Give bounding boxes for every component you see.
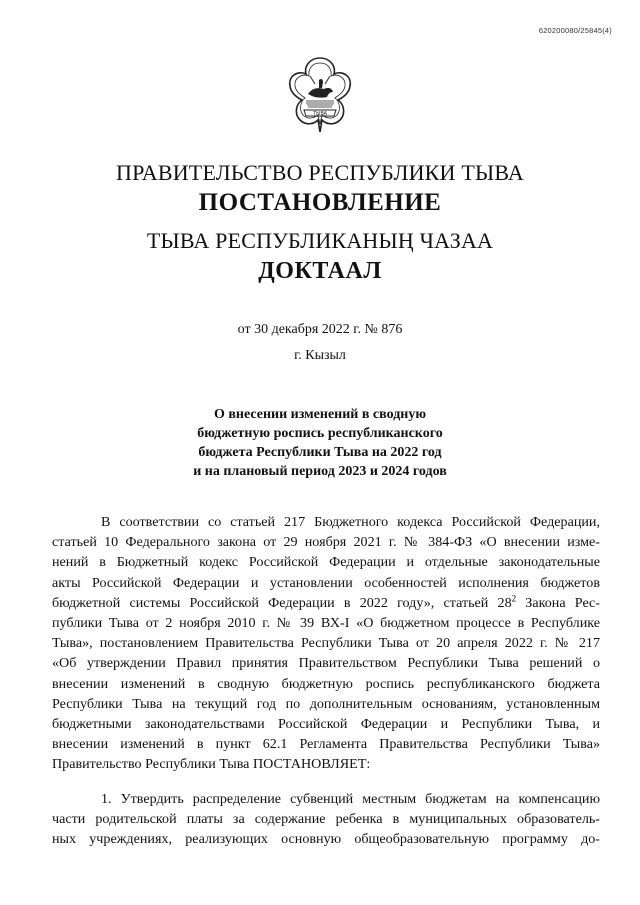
subject-line: бюджетную роспись республиканского	[197, 426, 443, 441]
paragraph-line: Правительство Республики Тыва ПОСТАНОВЛЯЕТ:	[52, 756, 371, 773]
document-code: 620200080/25845(4)	[538, 26, 612, 35]
date-line: от 30 декабря 2022 г. № 876	[237, 322, 403, 337]
paragraph-line: 1. Утвердить распределение субвенций местным бюджетам на компенсацию	[101, 791, 600, 807]
paragraph-line: «Об утверждении Правил принятия Правительством Республики Тыва решений о	[52, 655, 600, 672]
paragraph-line-part: бюджетной системы Российской Федерации в 2022 году», статьей 28	[52, 594, 512, 611]
paragraph-line: публики Тыва от 2 ноября 2010 г. № 39 ВХ-I «О бюджетном процессе в Республике	[52, 615, 600, 632]
paragraph-line: части родительской платы за содержание ребенка в муниципальных образователь-	[52, 811, 600, 828]
paragraph-line: статьей 10 Федерального закона от 29 ноября 2021 г. № 384-ФЗ «О внесении изме-	[52, 534, 600, 551]
emblem-ribbon-text: ТЫВА	[313, 111, 327, 117]
paragraph-line: нений в Бюджетный кодекс Российской Федерации и отдельные законодательные	[52, 554, 600, 571]
paragraph-line: ных учреждениях, реализующих основную общеобразовательную программу до-	[52, 831, 600, 848]
government-title-tyv: ТЫВА РЕСПУБЛИКАНЫҢ ЧАЗАА	[146, 228, 494, 253]
paragraph-line: В соответствии со статьей 217 Бюджетного кодекса Российской Федерации,	[101, 514, 600, 530]
paragraph-line: внесении изменений в сводную бюджетную роспись республиканского бюджета	[52, 675, 600, 692]
paragraph-line: Тыва», постановлением Правительства Республики Тыва от 20 апреля 2022 г. № 217	[52, 635, 600, 652]
city: г. Кызыл	[294, 348, 346, 363]
paragraph-line: внесении изменений в пункт 62.1 Регламента Правительства Республики Тыва»	[52, 736, 600, 753]
superscript: 2	[511, 593, 517, 604]
subject-line: О внесении изменений в сводную	[213, 407, 427, 422]
item-1-paragraph	[52, 789, 600, 850]
paragraph-line: бюджетными законодательствами Российской Федерации и Республики Тыва, и	[52, 716, 600, 733]
resolution-title-tyv: ДОКТААЛ	[258, 258, 382, 284]
document-subject	[0, 405, 640, 481]
subject-line: бюджета Республики Тыва на 2022 год	[198, 445, 442, 460]
tuva-coat-of-arms-icon	[286, 54, 354, 148]
preamble-paragraph	[52, 512, 600, 775]
paragraph-line: акты Российской Федерации и установлении особенностей исполнения бюджетов	[52, 574, 600, 591]
paragraph-line	[52, 593, 600, 613]
government-title-ru: ПРАВИТЕЛЬСТВО РЕСПУБЛИКИ ТЫВА	[116, 160, 524, 185]
subject-line: и на плановый период 2023 и 2024 годов	[193, 464, 447, 479]
paragraph-line-part: Закона Рес-	[516, 594, 600, 611]
resolution-title-ru: ПОСТАНОВЛЕНИЕ	[198, 189, 442, 216]
paragraph-line: Республики Тыва на текущий год по дополнительным основаниям, установленным	[52, 695, 600, 712]
